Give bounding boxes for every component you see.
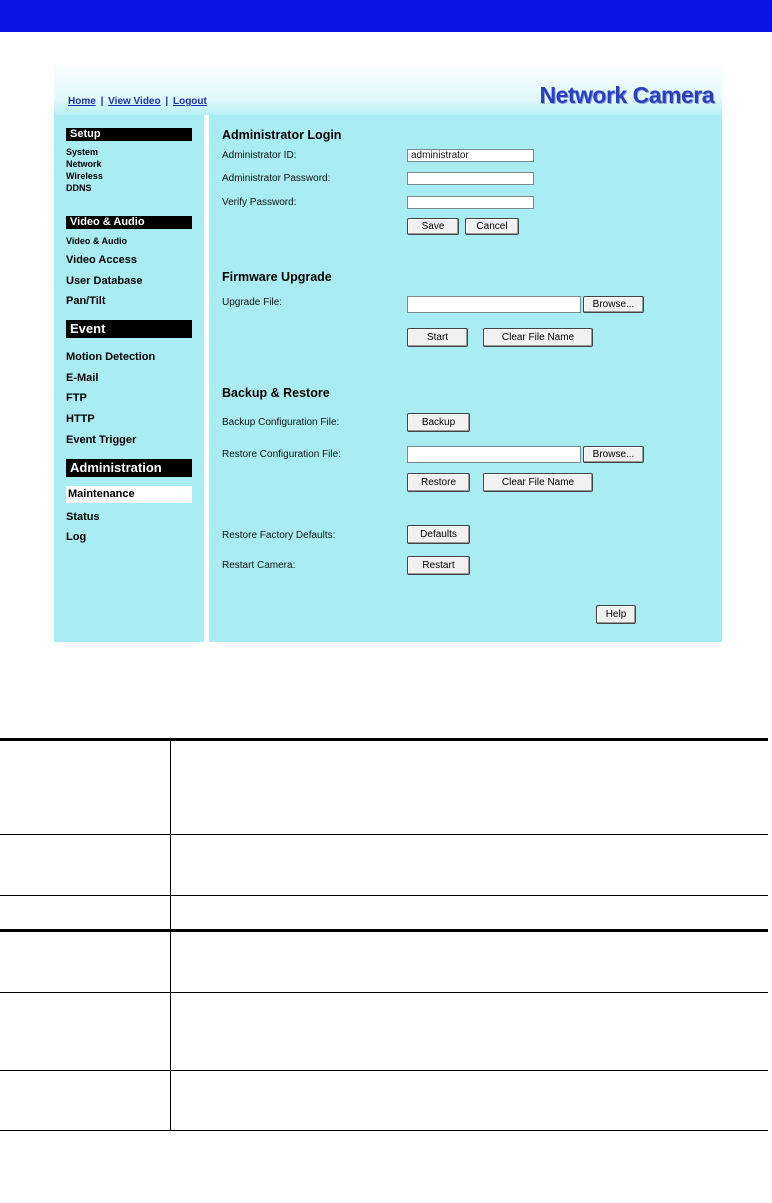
table-row xyxy=(0,993,768,1071)
sidebar-item-email[interactable]: E-Mail xyxy=(66,372,99,384)
sidebar-item-ftp[interactable]: FTP xyxy=(66,392,87,404)
brand-logo: Network Camera xyxy=(539,82,714,108)
cancel-button[interactable]: Cancel xyxy=(465,218,519,235)
verify-password-input[interactable] xyxy=(407,196,534,209)
firmware-browse-button[interactable]: Browse... xyxy=(583,296,644,313)
sidebar-item-http[interactable]: HTTP xyxy=(66,413,95,425)
backup-restore-heading: Backup & Restore xyxy=(222,386,330,400)
admin-id-label: Administrator ID: xyxy=(222,150,297,161)
table-row xyxy=(0,740,768,834)
sidebar-section-event: Event xyxy=(66,320,192,338)
restore-clear-file-button[interactable]: Clear File Name xyxy=(483,473,593,492)
admin-password-label: Administrator Password: xyxy=(222,173,331,184)
sidebar-item-status[interactable]: Status xyxy=(66,511,100,523)
sidebar-item-video-access[interactable]: Video Access xyxy=(66,254,137,266)
table-row xyxy=(0,834,768,895)
nav-separator: | xyxy=(165,96,169,107)
sidebar-section-administration: Administration xyxy=(66,459,192,477)
view-video-link[interactable]: View Video xyxy=(108,96,161,107)
sidebar-item-ddns[interactable]: DDNS xyxy=(66,183,92,193)
sidebar-item-system[interactable]: System xyxy=(66,147,99,157)
upgrade-file-label: Upgrade File: xyxy=(222,297,283,308)
sidebar-item-log[interactable]: Log xyxy=(66,531,87,543)
sidebar-item-network[interactable]: Network xyxy=(66,159,102,169)
restore-config-label: Restore Configuration File: xyxy=(222,449,341,460)
sidebar xyxy=(54,115,204,642)
restart-button[interactable]: Restart xyxy=(407,556,470,575)
camera-admin-window xyxy=(54,60,722,642)
admin-id-input[interactable]: administrator xyxy=(407,149,534,162)
factory-defaults-label: Restore Factory Defaults: xyxy=(222,530,336,541)
table-row xyxy=(0,931,768,993)
start-upgrade-button[interactable]: Start xyxy=(407,328,468,347)
sidebar-item-event-trigger[interactable]: Event Trigger xyxy=(66,434,137,446)
home-link[interactable]: Home xyxy=(68,96,96,107)
restore-file-input[interactable] xyxy=(407,446,581,463)
sidebar-item-user-database[interactable]: User Database xyxy=(66,275,143,287)
firmware-heading: Firmware Upgrade xyxy=(222,270,332,284)
restore-button[interactable]: Restore xyxy=(407,473,470,492)
maintenance-content xyxy=(209,115,722,642)
sidebar-item-wireless[interactable]: Wireless xyxy=(66,171,103,181)
nav-separator: | xyxy=(100,96,104,107)
defaults-button[interactable]: Defaults xyxy=(407,525,470,544)
admin-password-input[interactable] xyxy=(407,172,534,185)
verify-password-label: Verify Password: xyxy=(222,197,297,208)
firmware-clear-file-button[interactable]: Clear File Name xyxy=(483,328,593,347)
table-row xyxy=(0,895,768,929)
restore-browse-button[interactable]: Browse... xyxy=(583,446,644,463)
table-row xyxy=(0,1071,768,1131)
sidebar-section-video-audio: Video & Audio xyxy=(66,216,192,229)
admin-login-heading: Administrator Login xyxy=(222,128,342,142)
help-button[interactable]: Help xyxy=(596,605,636,624)
sidebar-item-maintenance[interactable]: Maintenance xyxy=(66,486,192,503)
top-title-bar xyxy=(0,0,772,32)
backup-button[interactable]: Backup xyxy=(407,413,470,432)
sidebar-item-video-audio[interactable]: Video & Audio xyxy=(66,236,128,246)
sidebar-item-pan-tilt[interactable]: Pan/Tilt xyxy=(66,295,106,307)
upgrade-file-input[interactable] xyxy=(407,296,581,313)
sidebar-item-motion-detection[interactable]: Motion Detection xyxy=(66,351,156,363)
restart-camera-label: Restart Camera: xyxy=(222,560,296,571)
parameter-table xyxy=(0,738,768,1131)
logout-link[interactable]: Logout xyxy=(172,96,207,107)
save-button[interactable]: Save xyxy=(407,218,459,235)
top-nav xyxy=(68,96,207,107)
header xyxy=(54,60,722,115)
sidebar-section-setup: Setup xyxy=(66,128,192,141)
backup-config-label: Backup Configuration File: xyxy=(222,417,340,428)
